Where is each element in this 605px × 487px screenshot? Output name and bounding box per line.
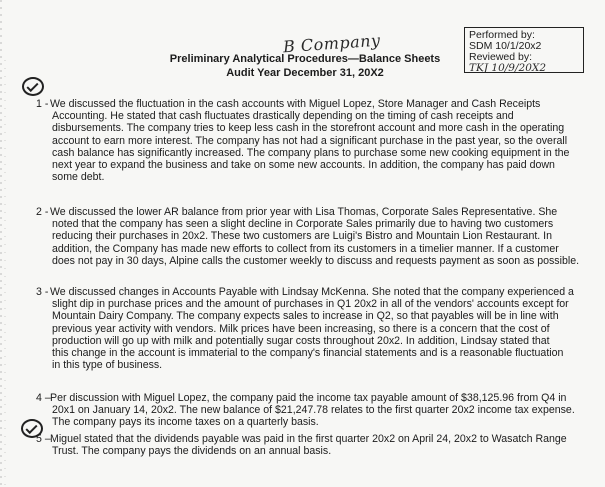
performed-by-label: Performed by:: [469, 29, 535, 41]
note-item-5: [36, 433, 605, 458]
text-line: disbursements. The company tries to keep less cash in the storefront account and more cash in the operating: [52, 122, 565, 135]
text-line: Mountain Dairy Company. The company expects sales to increase in Q2, so that payables will be in line with: [52, 310, 559, 323]
item-number: 4 –: [36, 392, 51, 404]
text-line: Miguel stated that the dividends payable was paid in the first quarter 20x2 on April 24, 20x2 to Wasatch Range: [50, 433, 567, 445]
text-line: We discussed changes in Accounts Payable with Lindsay McKenna. She noted that the company experienced a: [50, 286, 574, 298]
note-item-1: [36, 98, 605, 184]
note-item-4: [36, 392, 605, 429]
text-line: in this type of business.: [52, 359, 163, 372]
reviewed-by-value: TKJ 10/9/20X2: [469, 62, 547, 74]
tickmark-circle-icon: [22, 77, 44, 96]
page-title: [150, 52, 460, 80]
text-line: previous year activity with vendors. Milk prices have been increasing, so there is a concern that the cost of: [52, 322, 550, 335]
title-line-1: Preliminary Analytical Procedures—Balance Sheets: [169, 53, 441, 65]
text-line: Per discussion with Miguel Lopez, the company paid the income tax payable amount of $38,125.96 from Q4 in: [50, 392, 567, 404]
text-line: reducing their purchases in 20x2. These two customers are Luigi's Bistro and Mountain Lion Restaurant. In: [52, 230, 553, 243]
text-line: does not pay in 30 days, Alpine calls the customer weekly to discuss and requests payment as soon as possible.: [52, 254, 580, 267]
handwritten-company-name: B Company: [282, 30, 382, 57]
text-line: 20x1 on January 14, 20x2. The new balance of $21,247.78 relates to the first quarter 20x2 income tax expense.: [52, 404, 575, 417]
text-line: Trust. The company pays the dividends on an annual basis.: [52, 445, 332, 458]
text-line: slight dip in purchase prices and the amount of purchases in Q1 20x2 in all of the vendors' accounts except for: [52, 298, 569, 311]
text-line: We discussed the fluctuation in the cash accounts with Miguel Lopez, Store Manager and Cash Receipts: [50, 98, 541, 110]
performed-by-value: SDM 10/1/20x2: [469, 40, 542, 52]
text-line: noted that the company has seen a slight decline in Corporate Sales primarily due to having two customers: [52, 218, 554, 231]
item-number: 1 -: [36, 98, 49, 110]
text-line: We discussed the lower AR balance from prior year with Lisa Thomas, Corporate Sales Representative. She: [50, 206, 558, 218]
item-number: 2 -: [36, 206, 49, 218]
text-line: next year to expand the business and take on some new accounts. In addition, the company has paid down: [52, 159, 555, 172]
text-line: cash balance has significantly increased. The company plans to purchase some new cooking equipment in the: [52, 146, 570, 159]
text-line: The company pays its income taxes on a quarterly basis.: [52, 416, 319, 429]
note-item-2: [36, 206, 605, 267]
text-line: addition, the Company has made new efforts to collect from its customers in a timelier manner. If a customer: [52, 242, 559, 255]
note-item-3: [36, 286, 605, 372]
text-line: some debt.: [52, 171, 105, 184]
text-line: account to earn more interest. The company has not had a significant purchase in the past year, so the overall: [52, 134, 568, 147]
item-number: 5 –: [36, 433, 51, 445]
text-line: production will go up with milk and potentially sugar costs throughout 20x2. In addition, Lindsay stated that: [52, 334, 550, 347]
signoff-box: [464, 27, 584, 73]
text-line: this change in the account is immaterial to the company's financial statements and is a reasonable fluctuation: [52, 347, 564, 360]
title-line-2: Audit Year December 31, 20X2: [226, 67, 384, 79]
reviewed-by-label: Reviewed by:: [469, 51, 533, 63]
text-line: Accounting. He stated that cash fluctuates drastically depending on the timing of cash receipts and: [52, 110, 514, 123]
item-number: 3 -: [36, 286, 49, 298]
